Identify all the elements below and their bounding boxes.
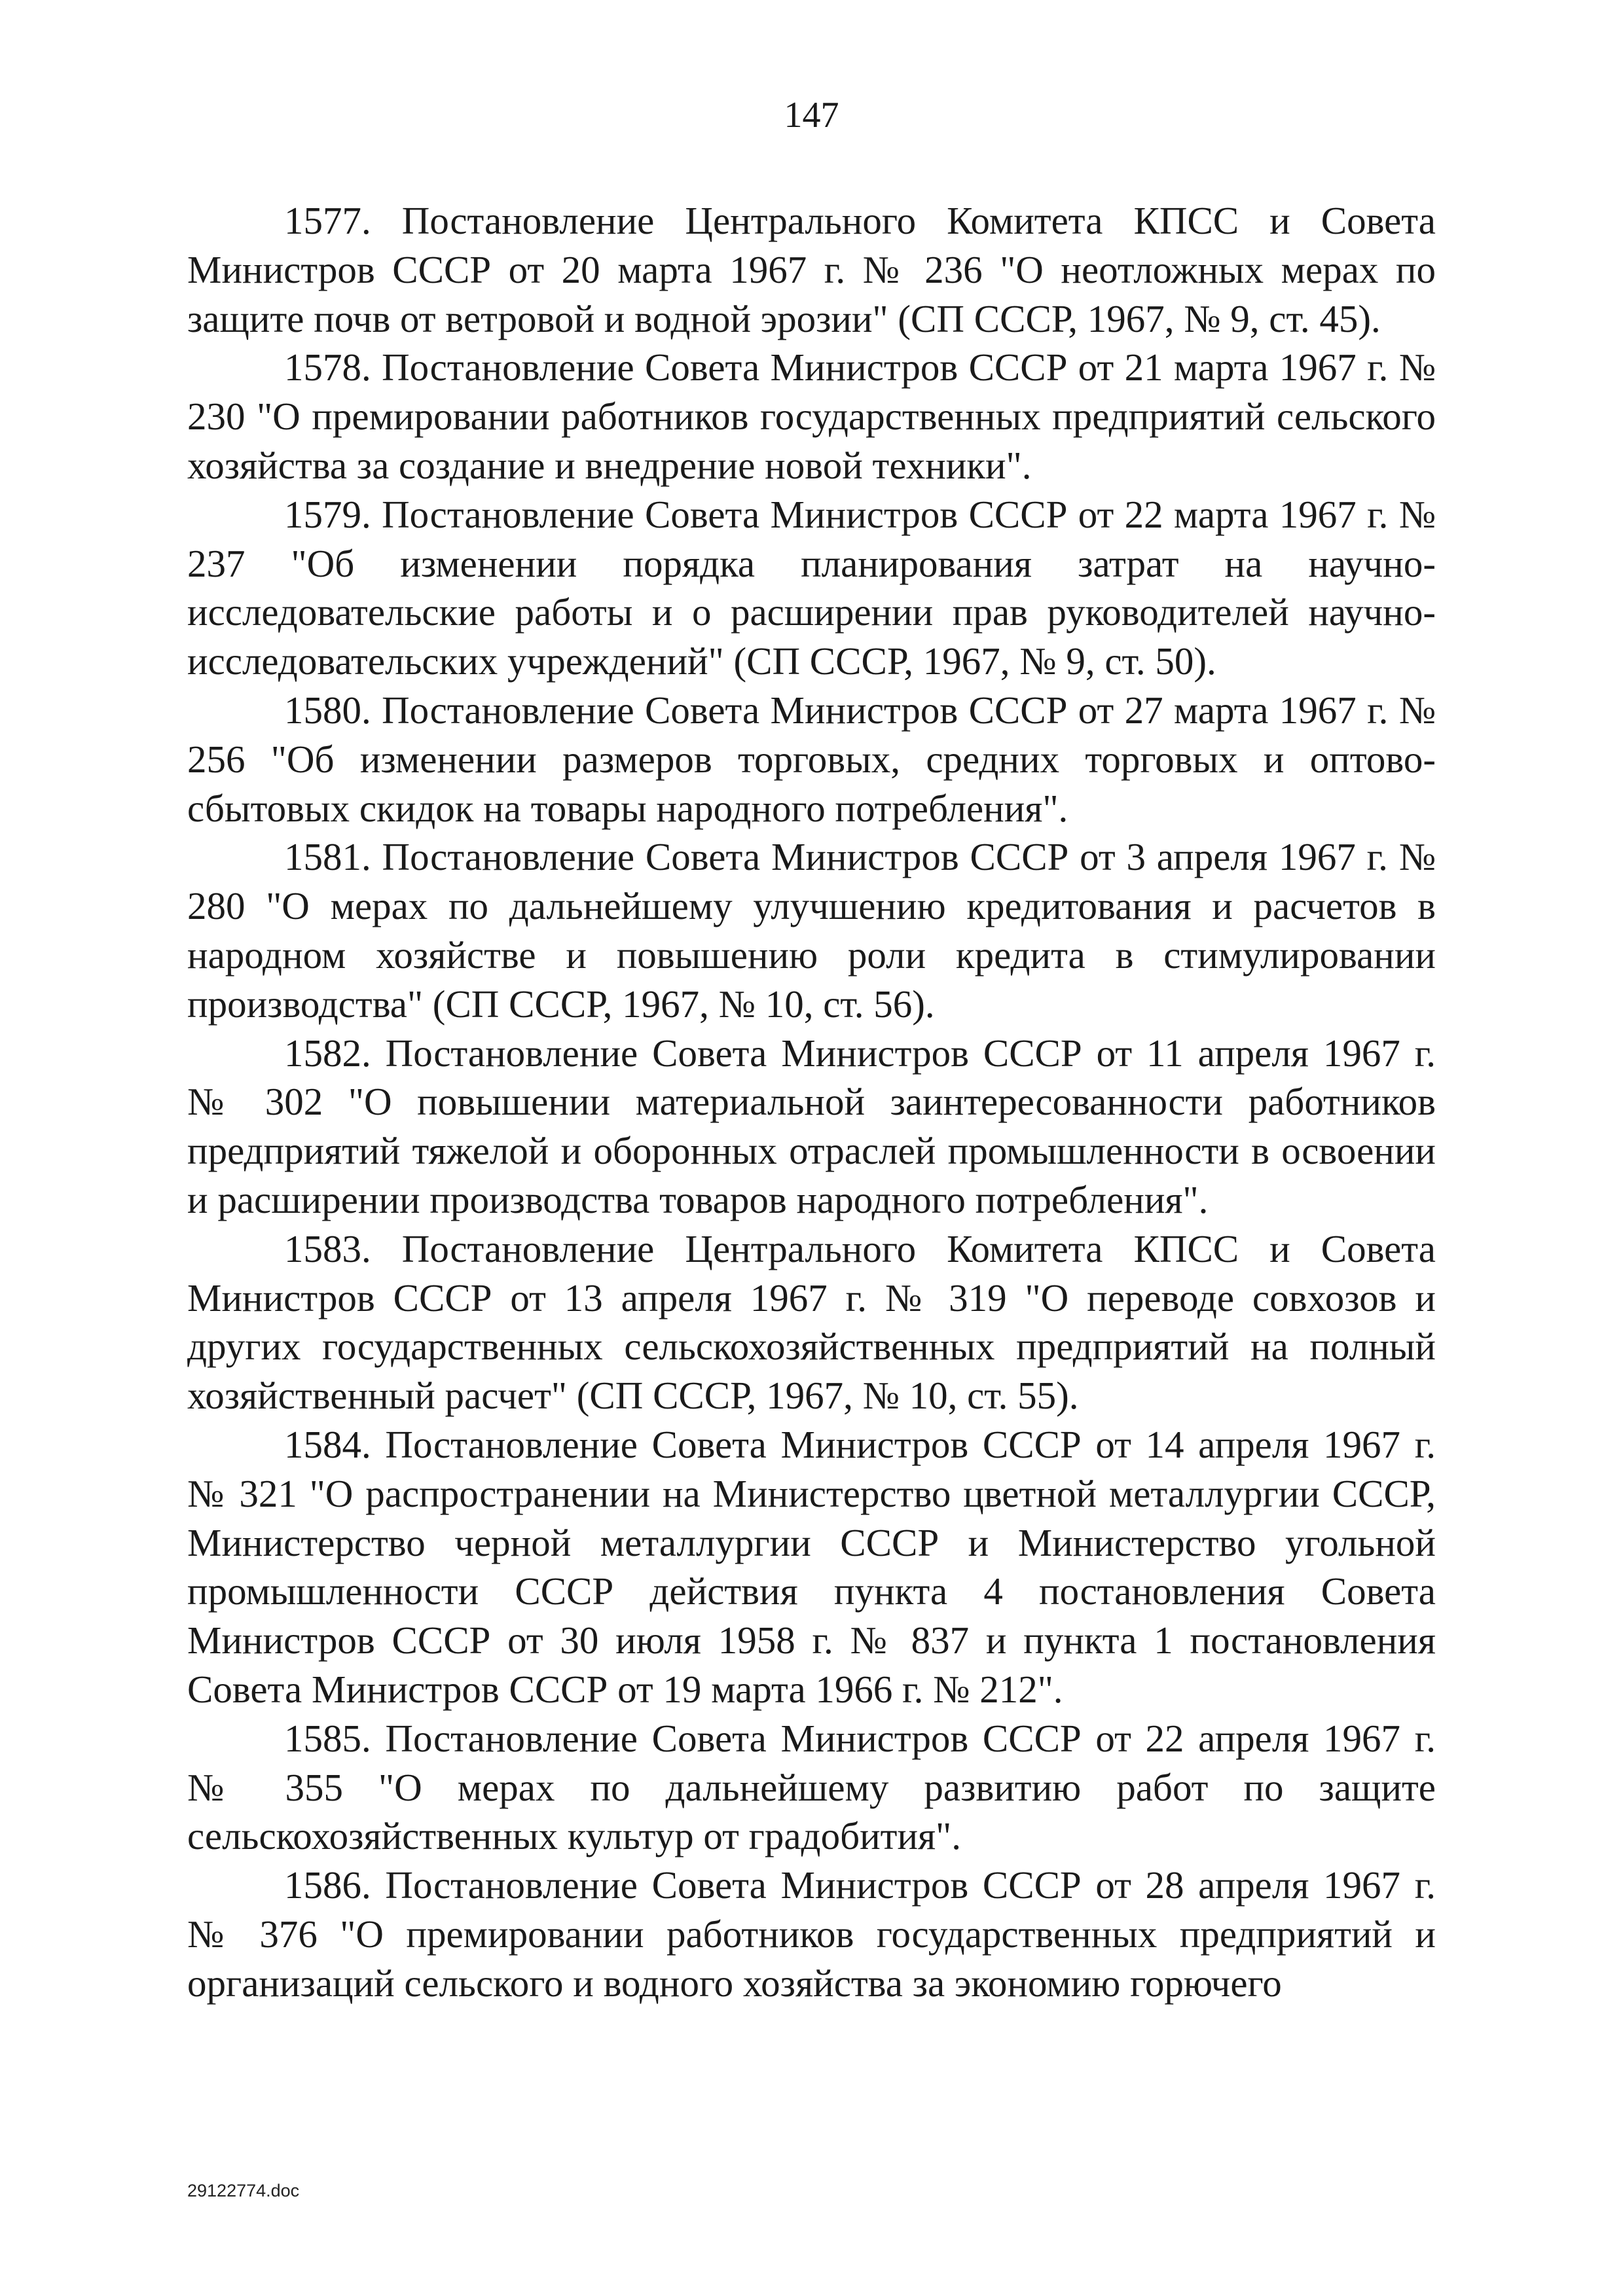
list-item: 1578. Постановление Совета Министров СССР от 21 марта 1967 г. № 230 "О премировании работников государственных предприятий сельского хозяйства за создание и внедрение новой техники". <box>187 346 1436 487</box>
list-item: 1585. Постановление Совета Министров СССР от 22 апреля 1967 г. № 355 "О мерах по дальнейшему развитию работ по защите сельскохозяйственных культур от градобития". <box>187 1716 1436 1858</box>
list-item: 1582. Постановление Совета Министров СССР от 11 апреля 1967 г. № 302 "О повышении материальной заинтересованности работников предприятий тяжелой и оборонных отраслей промышленности в освоении и расширении производства товаров народного потребления". <box>187 1031 1436 1221</box>
document-body <box>187 196 1436 2007</box>
list-item: 1581. Постановление Совета Министров СССР от 3 апреля 1967 г. № 280 "О мерах по дальнейшему улучшению кредитования и расчетов в народном хозяйстве и повышению роли кредита в стимулировании производства" (СП СССР, 1967, № 10, ст. 56). <box>187 835 1436 1026</box>
list-item: 1580. Постановление Совета Министров СССР от 27 марта 1967 г. № 256 "Об изменении размеров торговых, средних торговых и оптово-сбытовых скидок на товары народного потребления". <box>187 688 1436 830</box>
page-number: 147 <box>784 95 839 135</box>
list-item: 1579. Постановление Совета Министров СССР от 22 марта 1967 г. № 237 "Об изменении порядка планирования затрат на научно-исследовательские работы и о расширении прав руководителей научно-исследовательских учреждений" (СП СССР, 1967, № 9, ст. 50). <box>187 492 1436 683</box>
list-item: 1584. Постановление Совета Министров СССР от 14 апреля 1967 г. № 321 "О распространении на Министерство цветной металлургии СССР, Министерство черной металлургии СССР и Министерство угольной промышленности СССР действия пункта 4 постановления Совета Министров СССР от 30 июля 1958 г. № 837 и пункта 1 постановления Совета Министров СССР от 19 марта 1966 г. № 212". <box>187 1422 1436 1711</box>
list-item: 1583. Постановление Центрального Комитета КПСС и Совета Министров СССР от 13 апреля 1967 г. № 319 "О переводе совхозов и других государственных сельскохозяйственных предприятий на полный хозяйственный расчет" (СП СССР, 1967, № 10, ст. 55). <box>187 1227 1436 1418</box>
footer-filename: 29122774.doc <box>187 2181 300 2200</box>
list-item: 1577. Постановление Центрального Комитета КПСС и Совета Министров СССР от 20 марта 1967 г. № 236 "О неотложных мерах по защите почв от ветровой и водной эрозии" (СП СССР, 1967, № 9, ст. 45). <box>187 199 1436 340</box>
list-item: 1586. Постановление Совета Министров СССР от 28 апреля 1967 г. № 376 "О премировании работников государственных предприятий и организаций сельского и водного хозяйства за экономию горючего <box>187 1863 1436 2005</box>
